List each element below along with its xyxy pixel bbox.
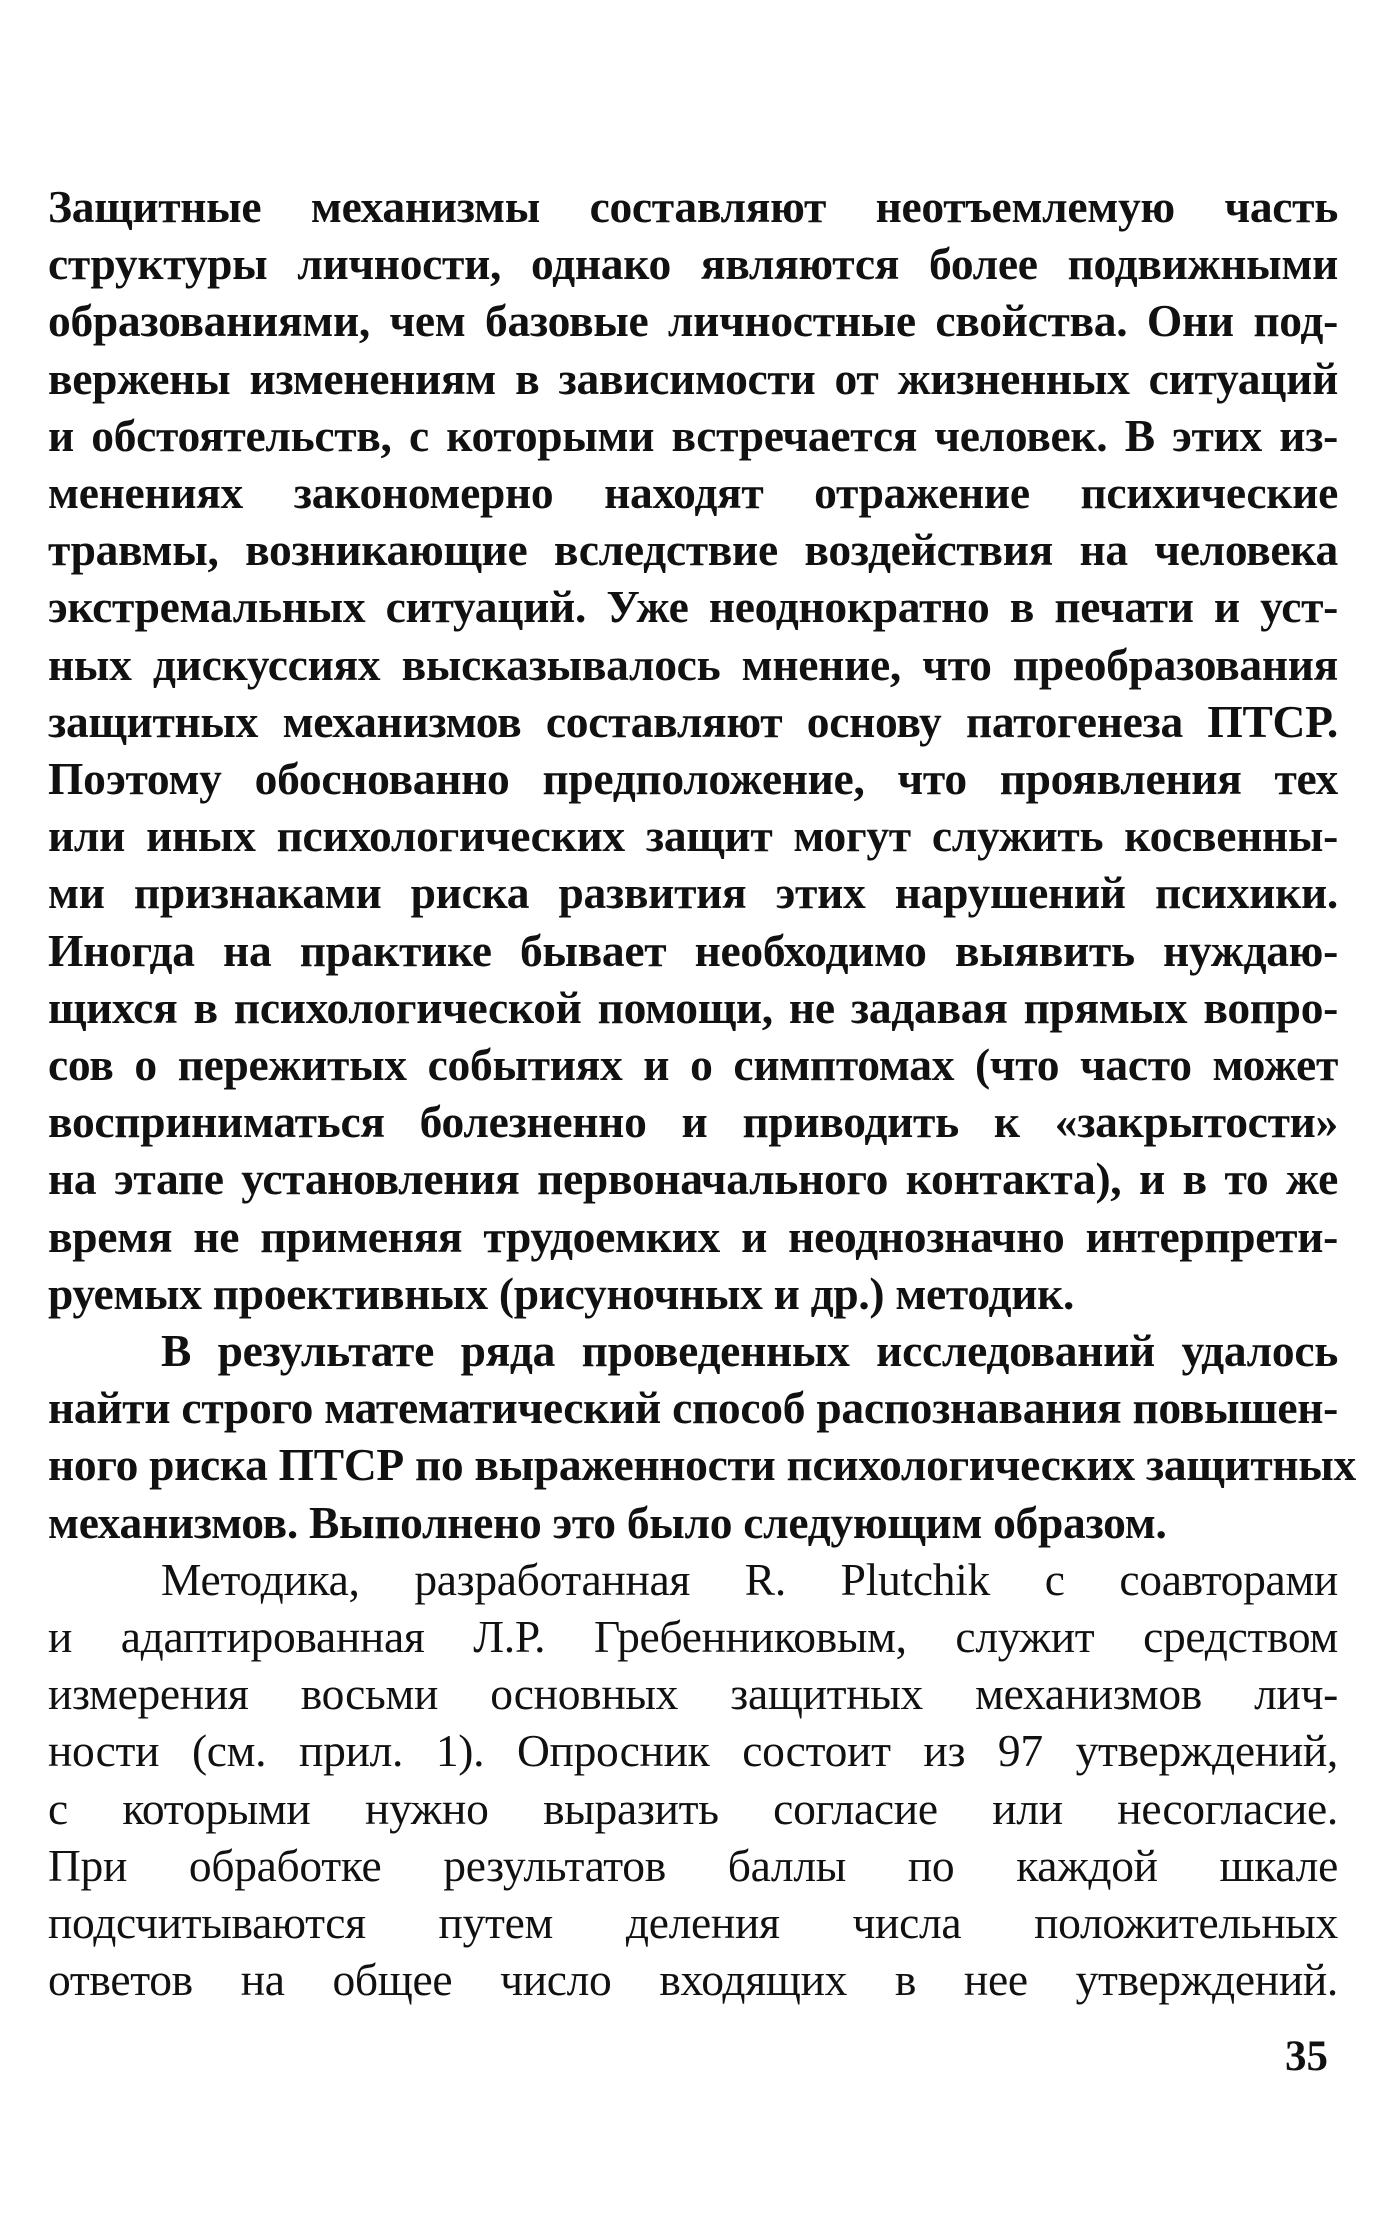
text-line: ответов на общее число входящих в нее утверждений.	[48, 1954, 1338, 2006]
text-line: Поэтому обоснованно предположение, что проявления тех	[48, 753, 1338, 805]
text-line: время не применяя трудоемких и неоднозначно интерпрети-	[48, 1210, 1338, 1262]
text-line: В результате ряда проведенных исследований удалось	[161, 1325, 1338, 1377]
page-body	[48, 178, 1356, 2009]
text-line: механизмов. Выполнено это было следующим образом.	[48, 1496, 1167, 1548]
text-line: ности (см. прил. 1). Опросник состоит из 97 утверждений,	[48, 1725, 1338, 1777]
text-line: Методика, разработанная R. Plutchik с соавторами	[161, 1553, 1338, 1605]
text-line: ного риска ПТСР по выраженности психологических защитных	[48, 1439, 1356, 1491]
text-line: с которыми нужно выразить согласие или несогласие.	[48, 1782, 1338, 1834]
text-line: подсчитываются путем деления числа положительных	[48, 1897, 1338, 1949]
text-line: структуры личности, однако являются более подвижными	[48, 238, 1338, 290]
text-line: найти строго математический способ распознавания повышен-	[48, 1382, 1338, 1434]
text-line: ми признаками риска развития этих нарушений психики.	[48, 867, 1338, 919]
text-line: измерения восьми основных защитных механизмов лич-	[48, 1668, 1338, 1720]
paragraph-3	[48, 1551, 1338, 2009]
text-line: руемых проективных (рисуночных и др.) методик.	[48, 1267, 1075, 1319]
text-line: на этапе установления первоначального контакта), и в то же	[48, 1153, 1338, 1205]
text-line: сов о пережитых событиях и о симптомах (что часто может	[48, 1039, 1338, 1091]
text-line: защитных механизмов составляют основу патогенеза ПТСР.	[48, 695, 1338, 747]
text-line: Иногда на практике бывает необходимо выявить нуждаю-	[48, 924, 1338, 976]
page-number: 35	[1285, 2033, 1328, 2080]
text-line: и обстоятельств, с которыми встречается человек. В этих из-	[48, 409, 1338, 461]
text-line: менениях закономерно находят отражение психические	[48, 467, 1338, 519]
text-line: Защитные механизмы составляют неотъемлемую часть	[48, 181, 1338, 232]
text-line: и адаптированная Л.Р. Гребенниковым, служит средством	[48, 1611, 1338, 1663]
text-line: восприниматься болезненно и приводить к «закрытости»	[48, 1096, 1338, 1148]
text-line: экстремальных ситуаций. Уже неоднократно в печати и уст-	[48, 581, 1338, 633]
text-line: или иных психологических защит могут служить косвенны-	[48, 810, 1338, 862]
text-line: образованиями, чем базовые личностные свойства. Они под-	[48, 295, 1338, 347]
text-line: ных дискуссиях высказывалось мнение, что преобразования	[48, 638, 1338, 690]
text-line: щихся в психологической помощи, не задавая прямых вопро-	[48, 981, 1338, 1033]
text-line: При обработке результатов баллы по каждой шкале	[48, 1839, 1338, 1891]
text-line: вержены изменениям в зависимости от жизненных ситуаций	[48, 352, 1338, 404]
paragraph-2	[48, 1322, 1356, 1551]
paragraph-1	[48, 178, 1338, 1322]
text-line: травмы, возникающие вследствие воздействия на человека	[48, 524, 1338, 576]
